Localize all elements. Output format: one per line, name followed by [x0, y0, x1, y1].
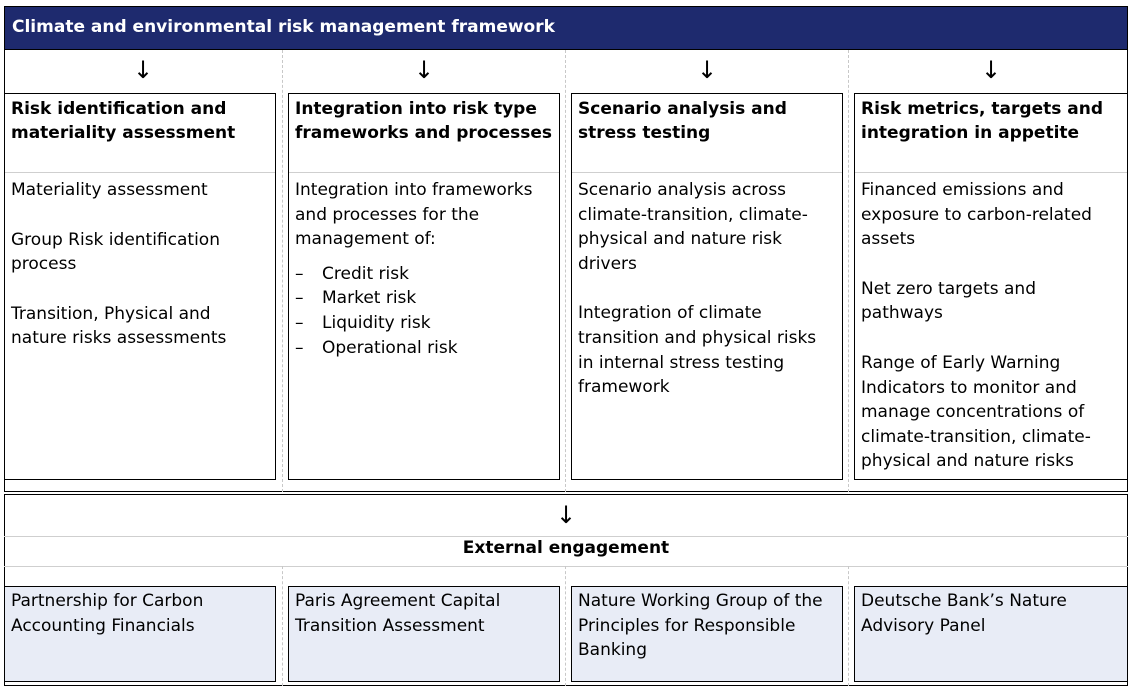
dash-icon: –: [295, 312, 304, 333]
column-body: [5, 173, 275, 376]
column-separator: [282, 50, 283, 492]
external-engagement-title: External engagement: [462, 538, 670, 558]
column-body: [855, 173, 1127, 499]
column-paragraph: Transition, Physical and nature risks assessments: [11, 303, 227, 349]
column-paragraph: Financed emissions and exposure to carbon-related assets: [861, 180, 1092, 250]
list-item: [295, 311, 553, 336]
list-item-label: Credit risk: [322, 263, 409, 284]
column-separator: [565, 566, 566, 686]
arrow-down-icon: ↓: [132, 56, 154, 84]
dash-icon: –: [295, 337, 304, 358]
risk-type-list: [295, 262, 553, 360]
column-scenario-analysis: [571, 93, 843, 480]
column-title: Risk metrics, targets and integration in appetite: [855, 94, 1127, 173]
list-item: [295, 262, 553, 287]
column-separator: [848, 50, 849, 492]
column-separator: [565, 50, 566, 492]
column-separator: [282, 566, 283, 686]
section-divider: [4, 536, 1128, 537]
column-title: Scenario analysis and stress testing: [572, 94, 842, 173]
arrow-down-icon: ↓: [980, 56, 1002, 84]
engagement-item-pacta: Paris Agreement Capital Transition Assessment: [288, 586, 560, 682]
dash-icon: –: [295, 263, 304, 284]
arrow-down-icon: ↓: [555, 501, 577, 529]
arrow-down-icon: ↓: [696, 56, 718, 84]
column-risk-identification: [4, 93, 276, 480]
list-item: [295, 286, 553, 311]
arrow-down-icon: ↓: [413, 56, 435, 84]
dash-icon: –: [295, 288, 304, 309]
column-paragraph: Range of Early Warning Indicators to monitor and manage concentrations of climate-transition, climate-physical and nature risks: [861, 352, 1091, 472]
column-paragraph: Integration of climate transition and physical risks in internal stress testing framework: [578, 303, 817, 398]
column-body: [289, 173, 559, 360]
column-paragraph: Scenario analysis across climate-transition, climate-physical and nature risk drivers: [578, 180, 808, 274]
list-item: [295, 336, 553, 361]
framework-title: Climate and environmental risk management framework: [4, 6, 1128, 50]
list-item-label: Market risk: [322, 288, 417, 309]
column-risk-type-integration: [288, 93, 560, 480]
column-paragraph: Net zero targets and pathways: [861, 278, 1036, 324]
engagement-item-prb-nature: Nature Working Group of the Principles for Responsible Banking: [571, 586, 843, 682]
column-title: Integration into risk type frameworks and processes: [289, 94, 559, 173]
column-body: [572, 173, 842, 425]
list-item-label: Liquidity risk: [322, 312, 431, 333]
column-paragraph: Materiality assessment: [11, 180, 208, 200]
column-risk-metrics: [854, 93, 1128, 480]
column-separator: [848, 566, 849, 686]
engagement-item-nature-panel: Deutsche Bank’s Nature Advisory Panel: [854, 586, 1128, 682]
column-paragraph: Integration into frameworks and processes for the management of:: [295, 180, 533, 250]
column-title: Risk identification and materiality assessment: [5, 94, 275, 173]
list-item-label: Operational risk: [322, 337, 458, 358]
column-paragraph: Group Risk identification process: [11, 229, 220, 275]
engagement-item-pcaf: Partnership for Carbon Accounting Financials: [4, 586, 276, 682]
section-divider: [4, 566, 1128, 567]
